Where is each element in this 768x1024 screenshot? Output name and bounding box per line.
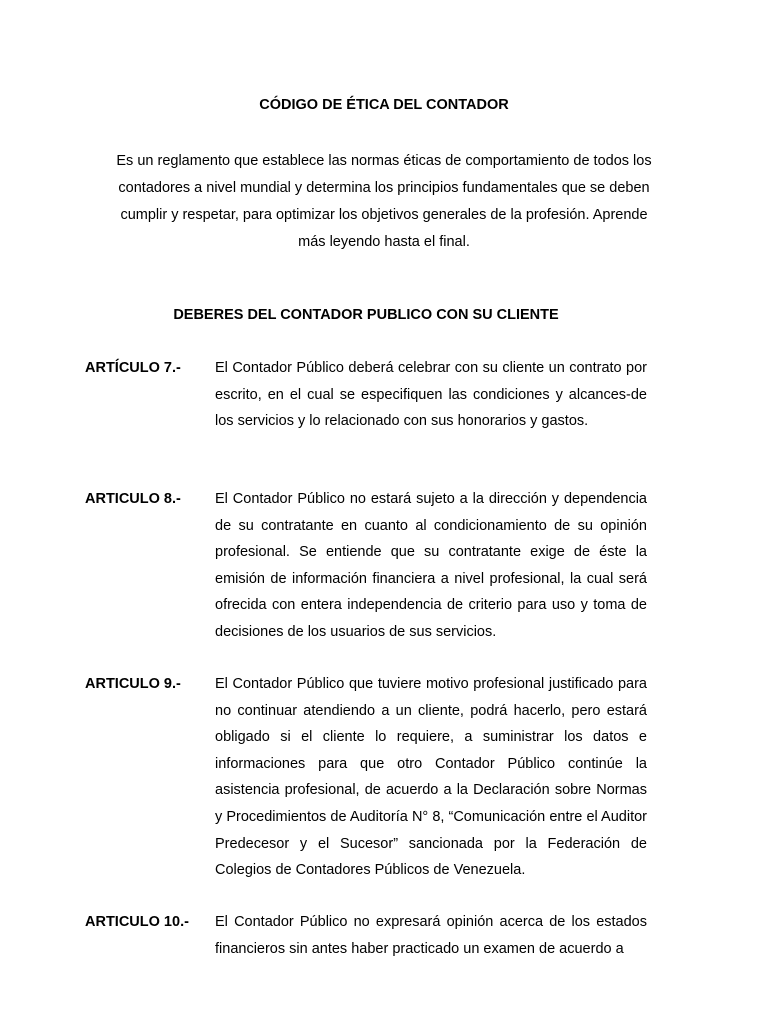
article-label: ARTICULO 10.- <box>85 914 189 930</box>
article-text: El Contador Público que tuviere motivo profesional justificado para no continuar atendiendo a un cliente, podrá hacerlo, pero estará obligado si el cliente lo requiere, a suministrar los datos e informaciones para que otro Contador Público continúe la asistencia profesional, de acuerdo a la Declaración sobre Normas y Procedimientos de Auditoría N° 8, “Comunicación entre el Auditor Predecesor y el Sucesor” sancionada por la Federación de Colegios de Contadores Públicos de Venezuela. <box>215 676 647 879</box>
article-label: ARTÍCULO 7.- <box>85 360 181 376</box>
article-label: ARTICULO 9.- <box>85 676 181 692</box>
article-label: ARTICULO 8.- <box>85 491 181 507</box>
section-heading: DEBERES DEL CONTADOR PUBLICO CON SU CLIENTE <box>173 307 559 323</box>
article-text: El Contador Público no estará sujeto a la dirección y dependencia de su contratante en cuanto al condicionamiento de su opinión profesional. Se entiende que su contratante exige de éste la emisión de información financiera a nivel profesional, la cual será ofrecida con entera independencia de criterio para uso y toma de decisiones de los usuarios de sus servicios. <box>215 491 647 640</box>
document-title: CÓDIGO DE ÉTICA DEL CONTADOR <box>259 97 509 113</box>
article-text: El Contador Público deberá celebrar con su cliente un contrato por escrito, en el cual se especifiquen las condiciones y alcances-de los servicios y lo relacionado con sus honorarios y gastos. <box>215 360 647 430</box>
article-text: El Contador Público no expresará opinión acerca de los estados financieros sin antes haber practicado un examen de acuerdo a <box>215 914 647 957</box>
intro-paragraph: Es un reglamento que establece las normas éticas de comportamiento de todos los contadores a nivel mundial y determina los principios fundamentales que se deben cumplir y respetar, para optimizar los objetivos generales de la profesión. Aprende más leyendo hasta el final. <box>116 153 652 250</box>
